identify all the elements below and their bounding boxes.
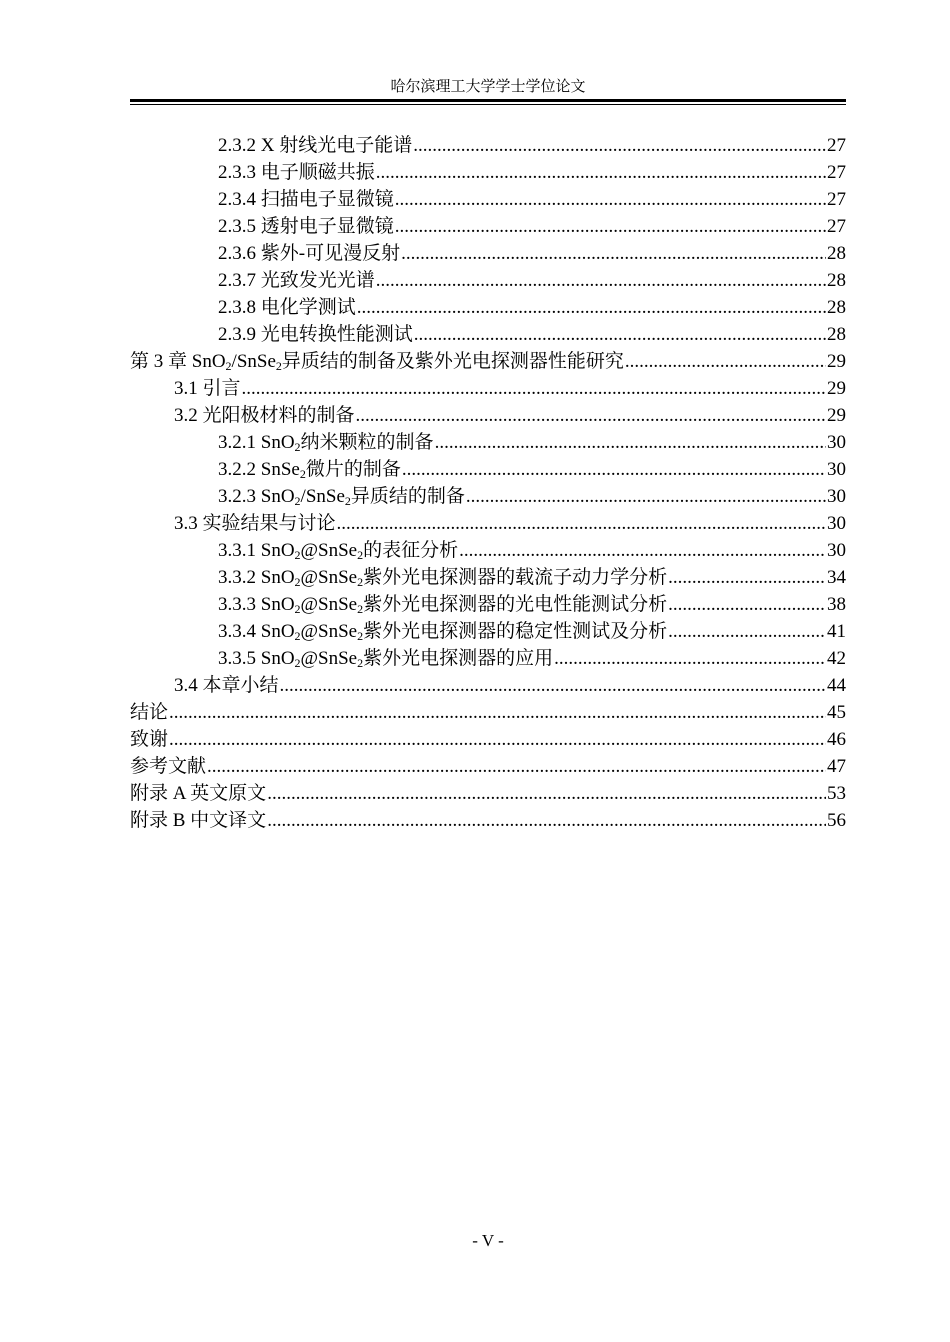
title-text: 3.4 本章小结 [174,675,279,696]
toc-entry[interactable] [130,672,846,699]
title-text: 2.3.9 光电转换性能测试 [218,324,413,345]
toc-leader-dots [668,618,826,645]
toc-entry-page: 27 [827,189,846,210]
table-of-contents [130,132,846,834]
toc-leader-dots [466,483,826,510]
toc-leader-dots [625,348,826,375]
title-text: 3.3.3 SnO [218,594,295,615]
toc-entry-page: 27 [827,135,846,156]
toc-entry-page: 29 [827,351,846,372]
toc-entry[interactable] [130,564,846,591]
title-text: 3.2 光阳极材料的制备 [174,405,355,426]
toc-entry-page: 28 [827,243,846,264]
toc-leader-dots [242,375,826,402]
toc-entry-page: 38 [827,594,846,615]
toc-leader-dots [357,294,826,321]
title-text: 3.3.4 SnO [218,621,295,642]
toc-entry[interactable] [130,618,846,645]
toc-leader-dots [554,645,826,672]
toc-entry-title [174,402,355,429]
title-text: 致谢 [130,729,169,750]
subscript: 2 [275,359,282,373]
title-text: 结论 [130,702,169,723]
toc-entry-page: 41 [827,621,846,642]
title-text: 附录 B 中文译文 [130,810,267,831]
toc-leader-dots [267,807,826,834]
toc-entry[interactable] [130,240,846,267]
toc-entry-title [218,159,375,186]
toc-entry-title [130,753,206,780]
toc-entry-page: 28 [827,270,846,291]
toc-entry[interactable] [130,348,846,375]
toc-entry-page: 30 [827,540,846,561]
title-text: 3.3.2 SnO [218,567,295,588]
subscript: 2 [294,629,301,643]
title-text: @SnSe [300,594,358,615]
toc-leader-dots [376,267,826,294]
toc-leader-dots [395,186,826,213]
title-text: 3.2.2 SnSe [218,459,300,480]
subscript: 2 [294,548,301,562]
toc-entry-title [130,699,168,726]
toc-entry-page: 30 [827,432,846,453]
running-header-title: 哈尔滨理工大学学士学位论文 [390,79,586,95]
subscript: 2 [294,575,301,589]
toc-entry[interactable] [130,753,846,780]
title-text: 2.3.8 电化学测试 [218,297,356,318]
title-text: @SnSe [300,621,358,642]
toc-entry-title [218,267,375,294]
toc-leader-dots [401,240,826,267]
toc-entry[interactable] [130,780,846,807]
toc-leader-dots [169,699,826,726]
subscript: 2 [299,467,306,481]
title-text: 紫外光电探测器的应用 [363,648,554,669]
title-text: 附录 A 英文原文 [130,783,267,804]
toc-entry-page: 27 [827,216,846,237]
subscript: 2 [294,656,301,670]
toc-entry-page: 46 [827,729,846,750]
title-text: 微片的制备 [305,459,401,480]
page-number: - V - [472,1231,504,1250]
toc-entry[interactable] [130,186,846,213]
toc-leader-dots [267,780,826,807]
title-text: @SnSe [300,648,358,669]
title-text: 3.1 引言 [174,378,241,399]
toc-entry-title [174,672,279,699]
subscript: 2 [294,494,301,508]
toc-entry-title [218,213,394,240]
title-text: 紫外光电探测器的光电性能测试分析 [363,594,668,615]
toc-entry-page: 42 [827,648,846,669]
toc-entry-title [218,294,356,321]
toc-leader-dots [395,213,826,240]
title-text: /SnSe [231,351,276,372]
toc-leader-dots [280,672,826,699]
title-text: 紫外光电探测器的载流子动力学分析 [363,567,668,588]
toc-entry-page: 34 [827,567,846,588]
title-text: 2.3.3 电子顺磁共振 [218,162,375,183]
toc-entry-title [174,510,336,537]
toc-entry[interactable] [130,213,846,240]
toc-entry-page: 29 [827,378,846,399]
subscript: 2 [294,440,301,454]
toc-entry-title [218,240,400,267]
toc-entry-page: 47 [827,756,846,777]
toc-entry[interactable] [130,132,846,159]
title-text: /SnSe [300,486,345,507]
toc-leader-dots [414,321,826,348]
toc-entry-title [130,726,168,753]
toc-leader-dots [435,429,826,456]
toc-entry[interactable] [130,456,846,483]
toc-entry[interactable] [130,159,846,186]
toc-entry[interactable] [130,267,846,294]
toc-entry[interactable] [130,429,846,456]
toc-entry[interactable] [130,375,846,402]
subscript: 2 [225,359,232,373]
toc-entry[interactable] [130,726,846,753]
toc-leader-dots [169,726,826,753]
toc-leader-dots [207,753,826,780]
toc-entry[interactable] [130,537,846,564]
subscript: 2 [344,494,351,508]
toc-leader-dots [413,132,826,159]
title-text: 2.3.7 光致发光光谱 [218,270,375,291]
title-text: 3.3 实验结果与讨论 [174,513,336,534]
toc-entry-title [218,645,553,672]
title-text: @SnSe [300,540,358,561]
toc-entry-title [130,807,266,834]
toc-entry[interactable] [130,807,846,834]
toc-leader-dots [337,510,826,537]
title-text: 2.3.6 紫外-可见漫反射 [218,243,401,264]
title-text: 2.3.5 透射电子显微镜 [218,216,394,237]
toc-entry[interactable] [130,402,846,429]
toc-entry-page: 44 [827,675,846,696]
title-text: @SnSe [300,567,358,588]
title-text: 纳米颗粒的制备 [300,432,434,453]
toc-entry-page: 30 [827,459,846,480]
toc-entry-title [174,375,241,402]
subscript: 2 [357,548,364,562]
toc-entry-title [218,483,465,510]
toc-entry-title [218,321,413,348]
toc-entry-page: 28 [827,297,846,318]
subscript: 2 [357,629,364,643]
toc-entry-page: 30 [827,486,846,507]
toc-entry-page: 29 [827,405,846,426]
title-text: 2.3.2 X 射线光电子能谱 [218,135,413,156]
toc-entry-page: 30 [827,513,846,534]
toc-entry[interactable] [130,591,846,618]
toc-entry[interactable] [130,699,846,726]
subscript: 2 [357,602,364,616]
toc-leader-dots [668,564,826,591]
toc-leader-dots [459,537,826,564]
toc-entry-title [218,456,401,483]
toc-entry-title [130,780,266,807]
title-text: 3.2.1 SnO [218,432,295,453]
subscript: 2 [294,602,301,616]
title-text: 3.3.1 SnO [218,540,295,561]
title-text: 紫外光电探测器的稳定性测试及分析 [363,621,668,642]
toc-entry-title [218,591,667,618]
title-text: 异质结的制备 [350,486,465,507]
title-text: 参考文献 [130,756,207,777]
toc-entry-title [130,348,624,375]
header-rule-thick [130,99,846,102]
toc-entry-title [218,186,394,213]
title-text: 2.3.4 扫描电子显微镜 [218,189,394,210]
title-text: 的表征分析 [363,540,459,561]
toc-entry-page: 27 [827,162,846,183]
title-text: 3.2.3 SnO [218,486,295,507]
toc-entry-title [218,618,667,645]
toc-entry[interactable] [130,645,846,672]
header-rule-thin [130,104,846,105]
toc-entry-page: 56 [827,810,846,831]
toc-leader-dots [376,159,826,186]
toc-entry-page: 45 [827,702,846,723]
subscript: 2 [357,656,364,670]
title-text: 3.3.5 SnO [218,648,295,669]
toc-entry-page: 53 [827,783,846,804]
toc-leader-dots [402,456,826,483]
toc-entry-page: 28 [827,324,846,345]
toc-entry[interactable] [130,294,846,321]
toc-entry[interactable] [130,321,846,348]
toc-entry-title [218,564,667,591]
subscript: 2 [357,575,364,589]
title-text: 异质结的制备及紫外光电探测器性能研究 [281,351,624,372]
toc-entry-title [218,132,412,159]
toc-entry[interactable] [130,483,846,510]
title-text: 第 3 章 SnO [130,351,226,372]
toc-entry-title [218,537,458,564]
toc-entry[interactable] [130,510,846,537]
toc-leader-dots [668,591,826,618]
toc-leader-dots [356,402,826,429]
toc-entry-title [218,429,434,456]
